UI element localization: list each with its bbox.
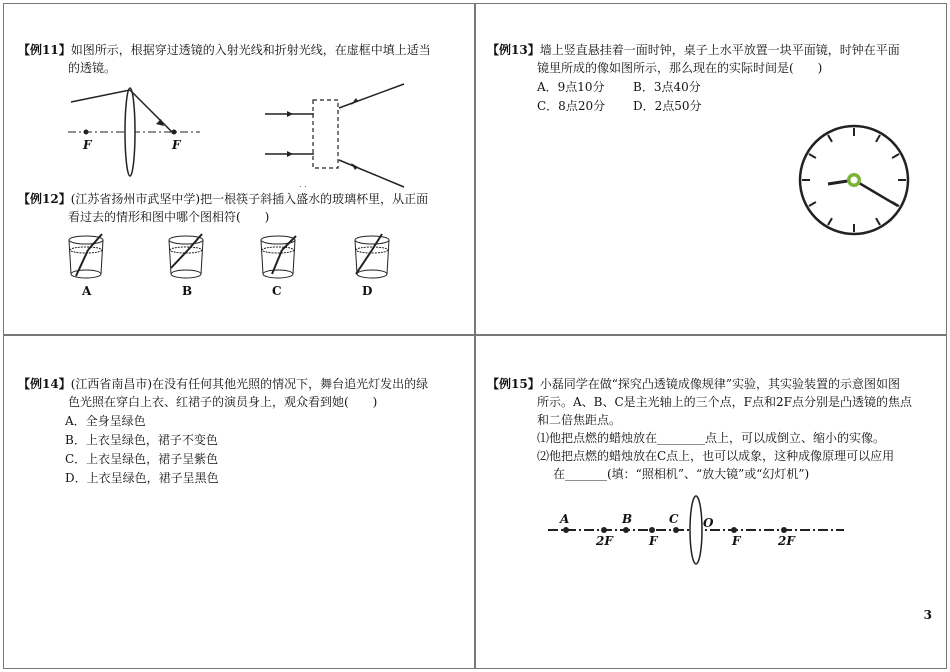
panel-q11-q12 [3,3,475,335]
q12-glass-b [166,234,210,282]
q12-glass-d [352,234,396,282]
q15-point-2f-right [781,527,787,533]
q15-label-2f-left: 2F [596,534,613,548]
q14-tag: 【例14】 [18,377,71,391]
q15-point-c [673,527,679,533]
q15-label-c: C [669,512,679,526]
q14-line1: (江西省南昌市)在没有任何其他光照的情况下，舞台追光灯发出的绿 [70,377,429,391]
q15-point-a [563,527,569,533]
q12-line1: (江苏省扬州市武坚中学)把一根筷子斜插入盛水的玻璃杯里，从正面 [70,192,429,206]
q12-choice-c: C [272,284,282,298]
q15-label-a: A [560,512,570,526]
q13-clock-hand-long [854,180,898,206]
q14-option-b: B．上衣呈绿色，裙子不变色 [65,433,218,447]
q15-sub2b: 在_______(填：“照相机”、“放大镜”或“幻灯机”) [553,467,810,481]
q15-point-2f-left [601,527,607,533]
q15-point-f-right [731,527,737,533]
q13-line1: 墙上竖直悬挂着一面时钟，桌子上水平放置一块平面镜，时钟在平面 [539,43,900,57]
q15-line1: 小磊同学在做“探究凸透镜成像规律”实验，其实验装置的示意图如图 [539,377,900,391]
svg-text:. .: . . [299,180,307,189]
clock-tick [809,202,816,206]
q15-label-f-left: F [649,534,658,548]
panel-q15 [475,335,947,669]
q15-line3: 和二倍焦距点。 [537,413,622,427]
q15-point-f-left [649,527,655,533]
panel-q13 [475,3,947,335]
q11-focus-left [84,130,89,135]
q15-point-b [623,527,629,533]
page-number: 3 [923,608,932,622]
q12-line2: 看过去的情形和图中哪个图相符( ) [68,210,270,224]
q11-text [18,41,468,77]
q14-option-c: C．上衣呈绿色，裙子呈紫色 [65,452,219,466]
q11-line2: 的透镜。 [68,61,117,75]
q15-sub1: ⑴他把点燃的蜡烛放在________点上，可以成倒立、缩小的实像。 [537,431,886,445]
q15-line2: 所示。A、B、C是主光轴上的三个点，F点和2F点分别是凸透镜的焦点 [537,395,912,409]
clock-tick [809,154,816,158]
q15-label-o: O [703,516,714,530]
q14-option-d: D．上衣呈绿色，裙子呈黑色 [65,471,219,485]
q13-clock [798,124,910,236]
q15-sub2a: ⑵他把点燃的蜡烛放在C点上，也可以成象，这种成像原理可以应用 [537,449,895,463]
q11-f-right: F [172,138,181,152]
q15-text [487,375,942,483]
q11-focus-right [172,130,177,135]
q12-tag: 【例12】 [18,192,71,206]
q12-choice-b: B [182,284,193,298]
q12-glass-c [258,234,302,282]
clock-tick [892,154,899,158]
q12-choice-a: A [82,284,92,298]
q11-line1: 如图所示，根据穿过透镜的入射光线和折射光线，在虚框中填上适当 [70,43,431,57]
q15-label-b: B [622,512,633,526]
q13-option-a: A．9点10分 [537,80,605,94]
q13-tag: 【例13】 [487,43,540,57]
q15-label-2f-right: 2F [778,534,795,548]
q12-choice-d: D [362,284,373,298]
q11-f-left: F [83,138,92,152]
q14-option-a: A．全身呈绿色 [65,414,146,428]
q15-label-f-right: F [732,534,741,548]
clock-tick [876,135,880,142]
q13-option-c: C．8点20分 [537,99,606,113]
q14-text [18,375,468,411]
q13-option-b: B．3点40分 [633,80,701,94]
q15-axis-diagram [546,504,846,566]
clock-tick [876,218,880,225]
q11-tag: 【例11】 [18,43,71,57]
q12-glass-a [66,234,110,282]
clock-tick [828,135,832,142]
q13-text [487,41,942,77]
q15-tag: 【例15】 [487,377,540,391]
q12-text [18,190,468,226]
q13-option-d: D．2点50分 [633,99,702,113]
q11-box-diagram [259,92,409,189]
q13-line2: 镜里所成的像如图所示，那么现在的实际时间是( ) [537,61,823,75]
clock-tick [828,218,832,225]
panel-q14 [3,335,475,669]
q14-line2: 色光照在穿白上衣、红裙子的演员身上，观众看到她( ) [68,395,378,409]
